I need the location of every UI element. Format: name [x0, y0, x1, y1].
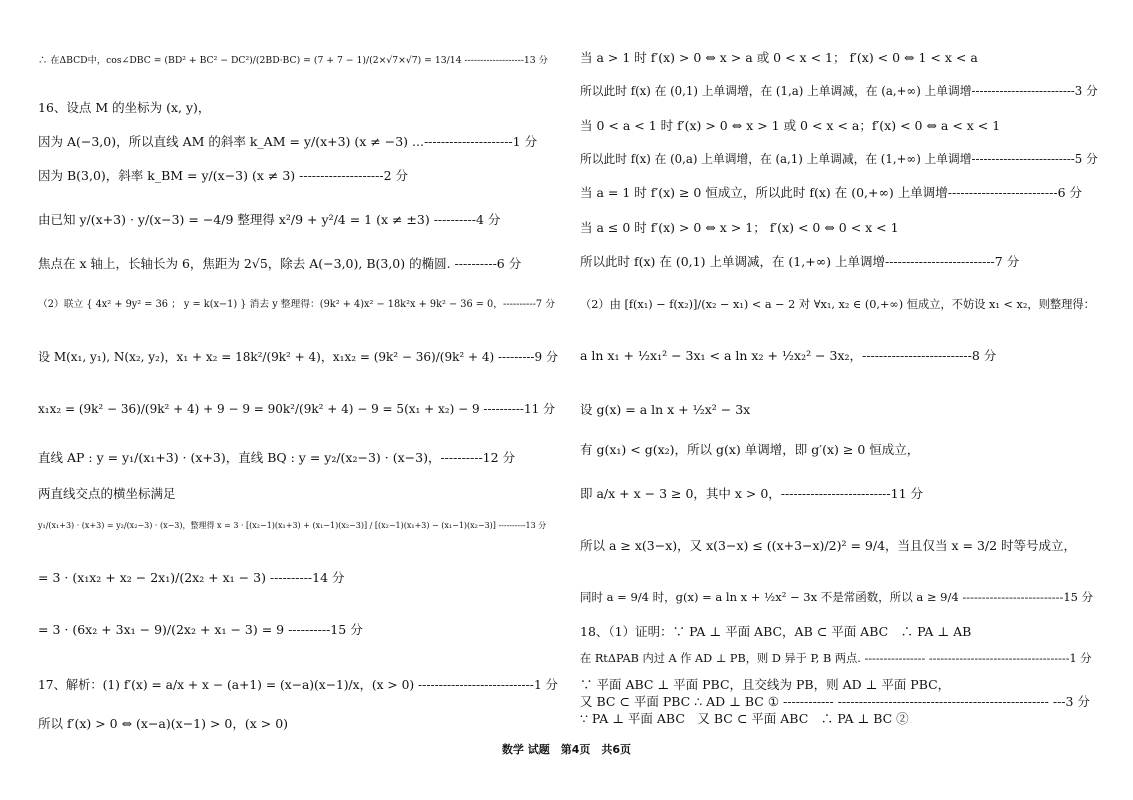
text-line: y₁/(x₁+3) · (x+3) = y₂/(x₂−3) · (x−3)，整理得 x = 3 · [(x₂−1)(x₁+3) + (x₁−1)(x₂−3)] / [(x₂−1)(x₁+3) − (x₁−1)(x₂−3)] ----------13 分 — [38, 521, 547, 530]
text-line: 由已知 y/(x+3) · y/(x−3) = −4/9 整理得 x²/9 + y²/4 = 1 (x ≠ ±3) ----------4 分 — [38, 212, 501, 227]
text-line: （2）由 [f(x₁) − f(x₂)]/(x₂ − x₁) < a − 2 对 ∀x₁, x₂ ∈ (0,+∞) 恒成立，不妨设 x₁ < x₂，则整理得： — [580, 298, 1095, 311]
text-line: ∴ 在ΔBCD中，cos∠DBC = (BD² + BC² − DC²)/(2BD·BC) = (7 + 7 − 1)/(2×√7×√7) = 13/14 -------------------13 分 — [38, 55, 548, 66]
text-line: 所以此时 f(x) 在 (0,1) 上单调减，在 (1,+∞) 上单调增--------------------------7 分 — [580, 254, 1020, 269]
text-line: 所以 f′(x) > 0 ⇔ (x−a)(x−1) > 0，(x > 0) — [38, 716, 289, 731]
text-line: （2）联立 { 4x² + 9y² = 36 ； y = k(x−1) } 消去 y 整理得：(9k² + 4)x² − 18k²x + 9k² − 36 = 0，----------7 分 — [38, 299, 555, 310]
text-line: 因为 B(3,0)，斜率 k_BM = y/(x−3) (x ≠ 3) --------------------2 分 — [38, 168, 409, 183]
text-line: 设 g(x) = a ln x + ½x² − 3x — [580, 402, 751, 417]
text-line: 两直线交点的横坐标满足 — [38, 486, 176, 501]
text-line: = 3 · (x₁x₂ + x₂ − 2x₁)/(2x₂ + x₁ − 3) ----------14 分 — [38, 570, 345, 585]
text-line: 直线 AP : y = y₁/(x₁+3) · (x+3)，直线 BQ : y = y₂/(x₂−3) · (x−3)，----------12 分 — [38, 450, 516, 465]
text-line: 16、设点 M 的坐标为 (x, y)， — [38, 100, 211, 115]
page-footer: 数学 试题 第4页 共6页 — [501, 743, 632, 756]
text-line: 即 a/x + x − 3 ≥ 0，其中 x > 0，--------------------------11 分 — [580, 486, 923, 501]
text-line: 当 a > 1 时 f′(x) > 0 ⇔ x > a 或 0 < x < 1； f′(x) < 0 ⇔ 1 < x < a — [580, 50, 978, 65]
text-line: 所以 a ≥ x(3−x)，又 x(3−x) ≤ ((x+3−x)/2)² = 9/4，当且仅当 x = 3/2 时等号成立， — [580, 538, 1077, 553]
text-line: = 3 · (6x₂ + 3x₁ − 9)/(2x₂ + x₁ − 3) = 9 ----------15 分 — [38, 622, 363, 637]
text-line: 设 M(x₁, y₁), N(x₂, y₂)，x₁ + x₂ = 18k²/(9k² + 4)，x₁x₂ = (9k² − 36)/(9k² + 4) ---------9 分 — [38, 350, 558, 364]
text-line: 又 BC ⊂ 平面 PBC ∴ AD ⊥ BC ① ------------ -------------------------------------------------- ---3 分 — [580, 694, 1090, 709]
text-line: 所以此时 f(x) 在 (0,1) 上单调增，在 (1,a) 上单调减，在 (a,+∞) 上单调增--------------------------3 分 — [580, 84, 1098, 98]
text-line: 在 RtΔPAB 内过 A 作 AD ⊥ PB，则 D 异于 P, B 两点. ---------------- -------------------------------------1 分 — [580, 652, 1092, 665]
text-line: 18、（1）证明：∵ PA ⊥ 平面 ABC，AB ⊂ 平面 ABC ∴ PA ⊥ AB — [580, 624, 972, 639]
text-line: 因为 A(−3,0)，所以直线 AM 的斜率 k_AM = y/(x+3) (x ≠ −3) ...---------------------1 分 — [38, 134, 538, 149]
text-line: 当 0 < a < 1 时 f′(x) > 0 ⇔ x > 1 或 0 < x < a；f′(x) < 0 ⇔ a < x < 1 — [580, 118, 1001, 133]
text-line: 所以此时 f(x) 在 (0,a) 上单调增，在 (a,1) 上单调减，在 (1,+∞) 上单调增--------------------------5 分 — [580, 152, 1098, 166]
text-line: ∵ PA ⊥ 平面 ABC 又 BC ⊂ 平面 ABC ∴ PA ⊥ BC ② — [580, 711, 909, 726]
text-line: 有 g(x₁) < g(x₂)，所以 g(x) 单调增，即 g′(x) ≥ 0 恒成立， — [580, 442, 920, 457]
text-line: 当 a ≤ 0 时 f′(x) > 0 ⇔ x > 1； f′(x) < 0 ⇔ 0 < x < 1 — [580, 220, 899, 235]
left-column — [38, 0, 558, 740]
text-line: 当 a = 1 时 f′(x) ≥ 0 恒成立，所以此时 f(x) 在 (0,+∞) 上单调增--------------------------6 分 — [580, 185, 1082, 200]
right-column — [580, 0, 1100, 740]
text-line: x₁x₂ = (9k² − 36)/(9k² + 4) + 9 − 9 = 90k²/(9k² + 4) − 9 = 5(x₁ + x₂) − 9 ----------11 分 — [38, 402, 556, 416]
text-line: 同时 a = 9/4 时，g(x) = a ln x + ½x² − 3x 不是常函数，所以 a ≥ 9/4 --------------------------15 分 — [580, 590, 1094, 604]
text-line: a ln x₁ + ½x₁² − 3x₁ < a ln x₂ + ½x₂² − 3x₂，--------------------------8 分 — [580, 348, 997, 363]
text-line: 焦点在 x 轴上，长轴长为 6，焦距为 2√5，除去 A(−3,0), B(3,0) 的椭圆. ----------6 分 — [38, 256, 522, 271]
text-line: ∵ 平面 ABC ⊥ 平面 PBC，且交线为 PB，则 AD ⊥ 平面 PBC， — [580, 677, 951, 692]
text-line: 17、解析：(1) f′(x) = a/x + x − (a+1) = (x−a)(x−1)/x，(x > 0) ----------------------------1 分 — [38, 678, 558, 692]
